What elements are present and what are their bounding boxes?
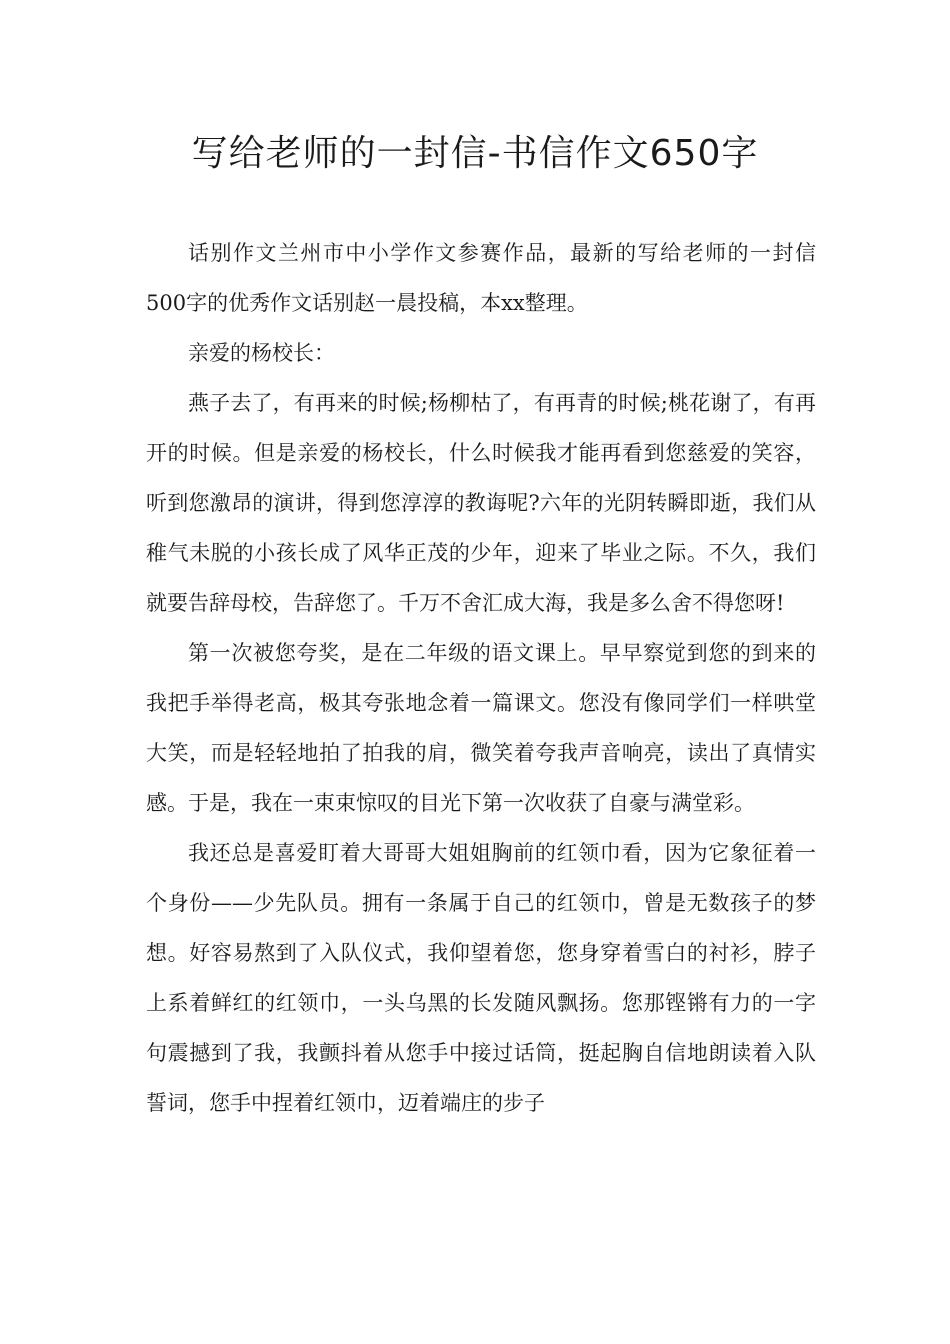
- document-body: [146, 228, 816, 1128]
- paragraph-intro: 话别作文兰州市中小学作文参赛作品，最新的写给老师的一封信500字的优秀作文话别赵一晨投稿，本xx整理。: [146, 241, 816, 315]
- paragraph-2: 第一次被您夸奖，是在二年级的语文课上。早早察觉到您的到来的我把手举得老高，极其夸张地念着一篇课文。您没有像同学们一样哄堂大笑，而是轻轻地拍了拍我的肩，微笑着夸我声音响亮，读出了真情实感。于是，我在一束束惊叹的目光下第一次收获了自豪与满堂彩。: [146, 641, 816, 815]
- paragraph-3: 我还总是喜爱盯着大哥哥大姐姐胸前的红领巾看，因为它象征着一个身份——少先队员。拥有一条属于自己的红领巾，曾是无数孩子的梦想。好容易熬到了入队仪式，我仰望着您，您身穿着雪白的衬衫，脖子上系着鲜红的红领巾，一头乌黑的长发随风飘扬。您那铿锵有力的一字句震撼到了我，我颤抖着从您手中接过话筒，挺起胸自信地朗读着入队誓词，您手中捏着红领巾，迈着端庄的步子: [146, 841, 816, 1115]
- document-title: 写给老师的一封信-书信作文650字: [191, 133, 759, 174]
- paragraph-salutation: 亲爱的杨校长：: [188, 341, 335, 365]
- paragraph-1: 燕子去了，有再来的时候;杨柳枯了，有再青的时候;桃花谢了，有再开的时候。但是亲爱的杨校长，什么时候我才能再看到您慈爱的笑容，听到您激昂的演讲，得到您淳淳的教诲呢?六年的光阴转瞬即逝，我们从稚气未脱的小孩长成了风华正茂的少年，迎来了毕业之际。不久，我们就要告辞母校，告辞您了。千万不舍汇成大海，我是多么舍不得您呀!: [146, 391, 816, 615]
